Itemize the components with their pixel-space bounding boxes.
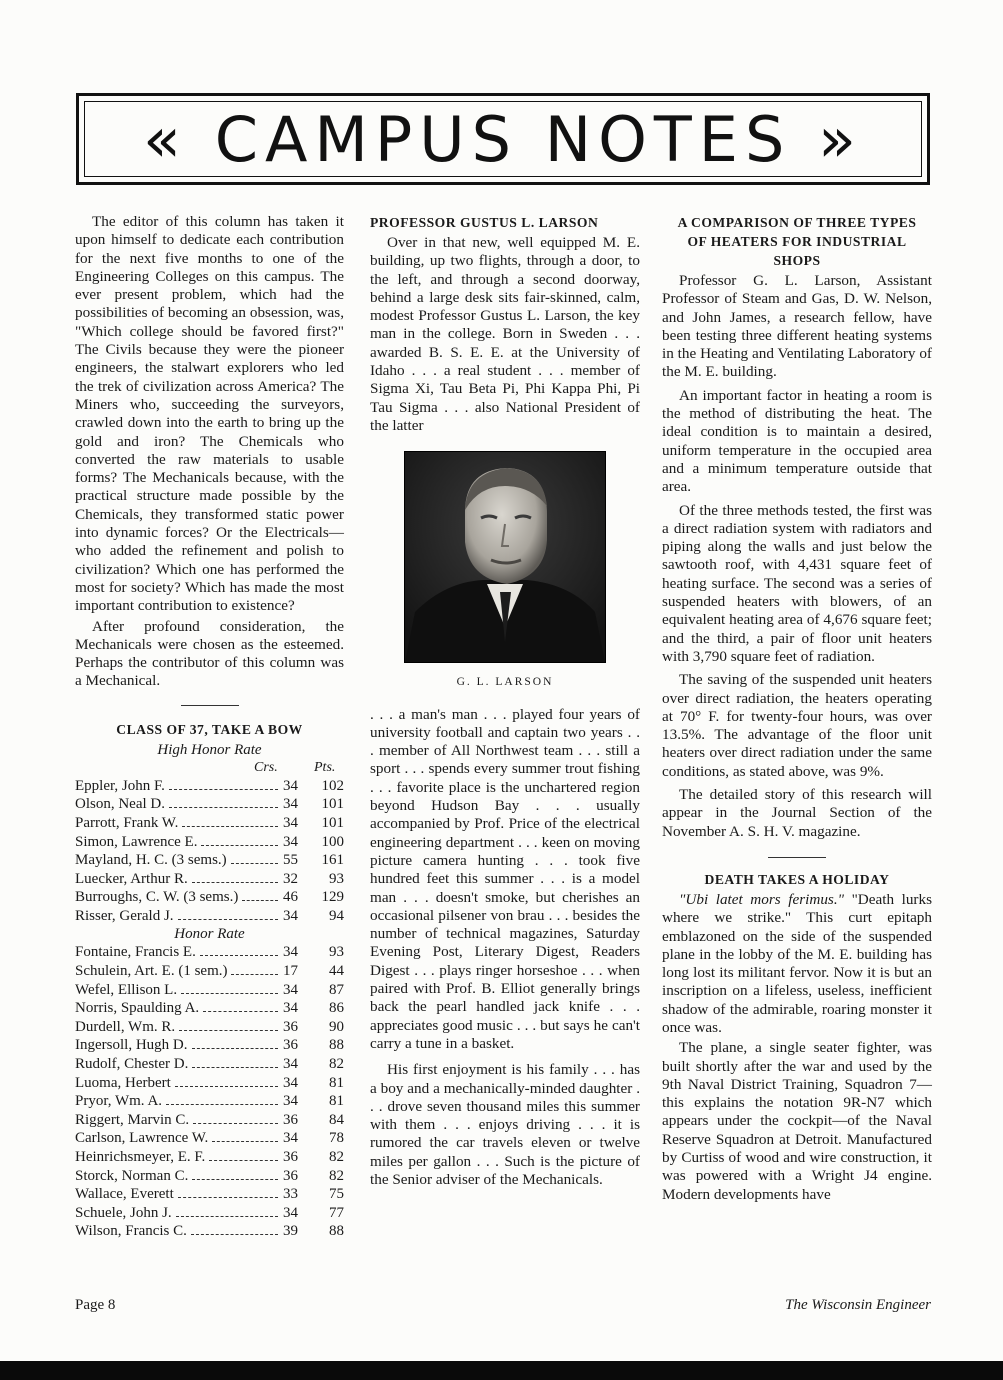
scan-edge-bar xyxy=(0,1361,1003,1380)
honor-roll-row xyxy=(75,795,344,814)
dotted-leader xyxy=(176,1216,278,1217)
student-name: Mayland, H. C. (3 sems.) xyxy=(75,852,227,869)
credits-value: 34 xyxy=(283,907,298,924)
dotted-leader xyxy=(178,919,278,920)
credits-value: 32 xyxy=(283,870,298,887)
student-name: Wallace, Everett xyxy=(75,1186,174,1203)
points-value: 93 xyxy=(329,944,344,961)
student-name: Burroughs, C. W. (3 sems.) xyxy=(75,889,239,906)
credits-value: 36 xyxy=(283,1111,298,1128)
dotted-leader xyxy=(200,955,278,956)
student-name: Simon, Lawrence E. xyxy=(75,833,198,850)
honor-roll-row xyxy=(75,1167,344,1186)
honor-roll-row xyxy=(75,1185,344,1204)
larson-paragraph: Over in that new, well equipped M. E. building, up two flights, through a door, to the left, and through a second doorway, behind a large desk sits fair-skinned, calm, modest Professor Gustus L. Larson, the key man in the college. Born in Sweden . . . awarded B. S. E. E. at the University of Idaho . . . a real student . . . member of Sigma Xi, Tau Beta Pi, Phi Kappa Phi, Pi Tau Sigma . . . also National President of the latter xyxy=(370,234,640,434)
dotted-leader xyxy=(179,1030,278,1031)
credits-value: 39 xyxy=(283,1223,298,1240)
credits-value: 34 xyxy=(283,814,298,831)
high-honor-list xyxy=(75,777,344,926)
points-value: 88 xyxy=(329,1223,344,1240)
dotted-leader xyxy=(209,1160,278,1161)
points-value: 86 xyxy=(329,1000,344,1017)
credits-value: 33 xyxy=(283,1186,298,1203)
dotted-leader xyxy=(178,1197,278,1198)
honor-roll-row xyxy=(75,1148,344,1167)
points-value: 78 xyxy=(329,1130,344,1147)
death-paragraph-text: "Death lurks where we strike." This curt epitaph emblazoned on the side of the suspended plane in the lobby of the M. E. building has long lost its militant fervor. Now it is but an inscription on a lifeless, useless, inefficient shadow of the admirable, roaring monster it once was. xyxy=(662,890,932,1036)
credits-value: 36 xyxy=(283,1018,298,1035)
honor-roll-row xyxy=(75,777,344,796)
dotted-leader xyxy=(192,1179,278,1180)
dotted-leader xyxy=(192,1067,278,1068)
latin-motto: "Ubi latet mors ferimus." xyxy=(679,890,844,908)
honor-label: Honor Rate xyxy=(174,926,245,943)
honor-roll-row xyxy=(75,814,344,833)
column-middle xyxy=(370,213,640,1189)
points-value: 82 xyxy=(329,1167,344,1184)
student-name: Riggert, Marvin C. xyxy=(75,1111,190,1128)
student-name: Luoma, Herbert xyxy=(75,1074,171,1091)
student-name: Carlson, Lawrence W. xyxy=(75,1130,209,1147)
honor-roll-row xyxy=(75,1018,344,1037)
credits-value: 46 xyxy=(283,889,298,906)
points-value: 77 xyxy=(329,1204,344,1221)
honor-roll-row xyxy=(75,833,344,852)
honor-roll-row xyxy=(75,1222,344,1241)
honor-roll-row xyxy=(75,888,344,907)
points-value: 75 xyxy=(329,1186,344,1203)
dotted-leader xyxy=(201,845,278,846)
larson-paragraph: . . . a man's man . . . played four years of university football and captain two years . . . member of All Northwest team . . . still a sport . . . spends every summer trout fishing . . . favorite place is the unchartered region beyond Hudson Bay . . . usually accompanied by Prof. Price of the electrical engineering department . . . keen on moving picture camera hunting . . . took five hundred feet this summer . . . is a model man . . . doesn't smoke, but cherishes an occasional pilsener von brau . . . besides the number of technical magazines, Saturday Evening Post, Literary Digest, Readers Digest . . . plays ringer horseshoe . . . when paired with Prof. B. Elliot generally brings back the pearl handled jack knife . . . appreciates good music . . . but says he can't carry a tune in a basket. xyxy=(370,705,640,1052)
honor-roll-row xyxy=(75,1036,344,1055)
points-value: 101 xyxy=(321,814,344,831)
points-value: 102 xyxy=(321,777,344,794)
credits-value: 34 xyxy=(283,1056,298,1073)
honor-roll-row xyxy=(75,962,344,981)
credits-value: 36 xyxy=(283,1167,298,1184)
honor-roll-row xyxy=(75,981,344,1000)
dotted-leader xyxy=(212,1141,278,1142)
honor-roll-row xyxy=(75,1055,344,1074)
honor-roll-row xyxy=(75,1092,344,1111)
intro-paragraph: After profound consideration, the Mechanicals were chosen as the esteemed. Perhaps the contributor of this column was a Mechanical. xyxy=(75,617,344,690)
dotted-leader xyxy=(192,882,278,883)
honor-roll-row xyxy=(75,907,344,926)
credits-value: 34 xyxy=(283,981,298,998)
heaters-paragraph: Of the three methods tested, the first was a direct radiation system with radiators and piping along the walls and just below the sawtooth roof, with 4,431 square feet of heating surface. The second was a series of suspended heaters with blowers, of an equivalent heating area of 4,676 square feet; and the third, a pair of floor unit heaters with 3,790 square feet of radiation. xyxy=(662,501,932,665)
death-paragraph: The plane, a single seater fighter, was built shortly after the war and used by the 9th Naval District Training, Squadron 7—this explains the notation 9R-N7 which appears under the cockpit—of the Naval Reserve Squadron at Detroit. Manufactured by Curtiss of wood and wire construction, it was powered with a Wright J4 engine. Modern developments have xyxy=(662,1039,932,1203)
points-value: 44 xyxy=(329,963,344,980)
student-name: Parrott, Frank W. xyxy=(75,814,179,831)
column-right xyxy=(662,213,932,1204)
death-paragraph xyxy=(662,891,932,1037)
credits-value: 34 xyxy=(283,796,298,813)
student-name: Eppler, John F. xyxy=(75,777,165,794)
honor-roll-row xyxy=(75,943,344,962)
credits-value: 34 xyxy=(283,1130,298,1147)
high-honor-label: High Honor Rate xyxy=(157,741,262,758)
campus-notes-banner xyxy=(76,93,930,185)
points-value: 129 xyxy=(321,889,344,906)
student-name: Schulein, Art. E. (1 sem.) xyxy=(75,963,228,980)
student-name: Pryor, Wm. A. xyxy=(75,1093,163,1110)
credits-value: 36 xyxy=(283,1037,298,1054)
portrait-image xyxy=(405,452,605,662)
points-value: 101 xyxy=(321,796,344,813)
student-name: Ingersoll, Hugh D. xyxy=(75,1037,188,1054)
points-value: 161 xyxy=(321,852,344,869)
points-value: 82 xyxy=(329,1056,344,1073)
dotted-leader xyxy=(169,807,278,808)
credits-value: 34 xyxy=(283,1000,298,1017)
dotted-leader xyxy=(169,789,278,790)
death-holiday-heading: DEATH TAKES A HOLIDAY xyxy=(704,871,890,887)
larson-heading: PROFESSOR GUSTUS L. LARSON xyxy=(370,215,599,230)
dotted-leader xyxy=(191,1234,278,1235)
dotted-leader xyxy=(203,1011,278,1012)
section-divider xyxy=(181,705,239,706)
points-value: 81 xyxy=(329,1093,344,1110)
student-name: Wilson, Francis C. xyxy=(75,1223,187,1240)
pts-column-header: Pts. xyxy=(314,759,336,775)
student-name: Olson, Neal D. xyxy=(75,796,165,813)
photo-caption: G. L. LARSON xyxy=(456,676,554,689)
heaters-paragraph: The detailed story of this research will appear in the Journal Section of the November A. S. H. V. magazine. xyxy=(662,786,932,840)
honor-table-header xyxy=(75,759,344,777)
dotted-leader xyxy=(192,1048,279,1049)
honor-roll-row xyxy=(75,1204,344,1223)
dotted-leader xyxy=(242,900,278,901)
honor-roll-row xyxy=(75,999,344,1018)
dotted-leader xyxy=(231,863,278,864)
credits-value: 34 xyxy=(283,1093,298,1110)
credits-value: 17 xyxy=(283,963,298,980)
student-name: Schuele, John J. xyxy=(75,1204,172,1221)
student-name: Heinrichsmeyer, E. F. xyxy=(75,1149,206,1165)
points-value: 81 xyxy=(329,1074,344,1091)
column-left xyxy=(75,213,344,1241)
intro-paragraph: The editor of this column has taken it upon himself to dedicate each contribution for the next five months to one of the Engineering Colleges on this campus. The ever present problem, which had the possibilities of becoming an obsession, was, "Which college should be favored first?" The Civils because they were the pioneer engineers, the stalwart explorers who led the trek of civilization across America? The Miners who, succeeding the surveyors, crawled down into the earth to bring up the gold and iron? The Chemicals who converted the raw materials to usable forms? The Mechanicals because, with the practical structure made possible by the Chemicals, they transformed static power into dynamic forces? Or the Electricals—who added the refinement and polish to civilization? Which one has performed the most for society? Which has made the most important contribution to existence? xyxy=(75,213,344,615)
magazine-name: The Wisconsin Engineer xyxy=(785,1297,931,1313)
credits-value: 34 xyxy=(283,944,298,961)
heaters-paragraph: The saving of the suspended unit heaters over direct radiation, the heaters operating at 70° F. for twenty-four hours, was over 13.5%. The advantage of the floor unit heaters over direct radiation under the same conditions, as stated above, was 9%. xyxy=(662,671,932,780)
student-name: Norris, Spaulding A. xyxy=(75,1000,200,1017)
credits-value: 34 xyxy=(283,1074,298,1091)
credits-value: 34 xyxy=(283,1204,298,1221)
honor-list xyxy=(75,943,344,1241)
heaters-paragraph: Professor G. L. Larson, Assistant Professor of Steam and Gas, D. W. Nelson, and John James, a research fellow, have been testing three different heating systems in the Heating and Ventilating Laboratory of the M. E. building. xyxy=(662,272,932,381)
credits-value: 36 xyxy=(283,1149,298,1165)
crs-column-header: Crs. xyxy=(254,759,278,775)
student-name: Fontaine, Francis E. xyxy=(75,944,196,961)
dotted-leader xyxy=(182,826,278,827)
student-name: Luecker, Arthur R. xyxy=(75,870,188,887)
larson-portrait-photo xyxy=(404,451,606,663)
page-number: Page 8 xyxy=(75,1297,116,1313)
dotted-leader xyxy=(166,1104,278,1105)
credits-value: 34 xyxy=(283,777,298,794)
credits-value: 55 xyxy=(283,852,298,869)
larson-paragraph: His first enjoyment is his family . . . has a boy and a mechanically-minded daughter . . . drove seven thousand miles this summer with them . . . enjoys driving . . . it is rumored the car travels eleven or twelve miles per gallon . . . Such is the picture of the Senior adviser of the Mechanicals. xyxy=(370,1061,640,1188)
class-of-37-heading: CLASS OF 37, TAKE A BOW xyxy=(116,721,303,737)
dotted-leader xyxy=(193,1123,278,1124)
honor-roll-row xyxy=(75,1074,344,1093)
banner-inner-frame xyxy=(84,101,922,177)
dotted-leader xyxy=(175,1086,278,1087)
honor-roll-row xyxy=(75,870,344,889)
points-value: 87 xyxy=(329,981,344,998)
points-value: 100 xyxy=(321,833,344,850)
heaters-heading: A COMPARISON OF THREE TYPES OF HEATERS FOR INDUSTRIAL SHOPS xyxy=(677,215,917,268)
points-value: 88 xyxy=(329,1037,344,1054)
honor-roll-row xyxy=(75,1111,344,1130)
heaters-paragraph: An important factor in heating a room is the method of distributing the heat. The ideal condition is to maintain a desired, uniform temperature in the occupied area and a minimum temperature outside that area. xyxy=(662,386,932,496)
points-value: 90 xyxy=(329,1018,344,1035)
page-title: « CAMPUS NOTES » xyxy=(143,102,863,176)
honor-roll-row xyxy=(75,851,344,870)
dotted-leader xyxy=(231,974,278,975)
points-value: 94 xyxy=(329,907,344,924)
student-name: Risser, Gerald J. xyxy=(75,907,174,924)
student-name: Durdell, Wm. R. xyxy=(75,1018,176,1035)
dotted-leader xyxy=(181,993,278,994)
student-name: Rudolf, Chester D. xyxy=(75,1056,189,1073)
student-name: Wefel, Ellison L. xyxy=(75,981,178,998)
points-value: 82 xyxy=(329,1149,344,1165)
points-value: 84 xyxy=(329,1111,344,1128)
student-name: Storck, Norman C. xyxy=(75,1167,189,1184)
credits-value: 34 xyxy=(283,833,298,850)
points-value: 93 xyxy=(329,870,344,887)
honor-roll-row xyxy=(75,1129,344,1148)
section-divider xyxy=(768,857,826,858)
